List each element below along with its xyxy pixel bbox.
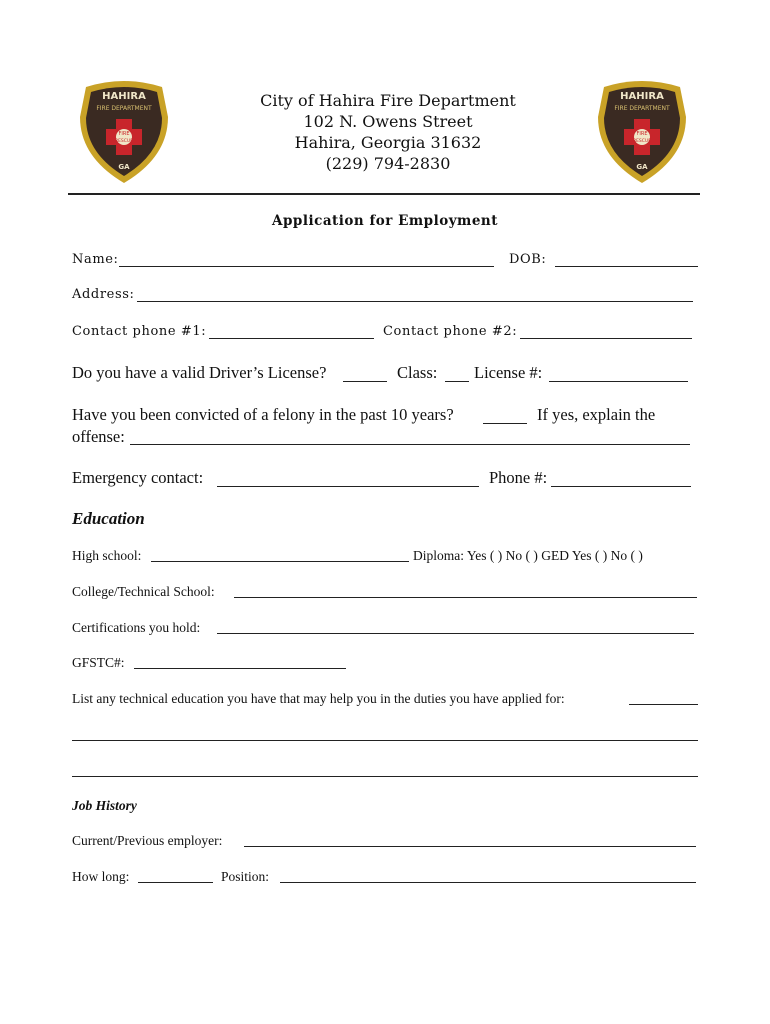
college-field[interactable] — [234, 597, 697, 598]
svg-text:RESCUE: RESCUE — [114, 139, 134, 144]
address-field[interactable] — [137, 301, 693, 302]
dob-label: DOB: — [509, 252, 547, 267]
license-number-field[interactable] — [549, 381, 688, 382]
svg-text:FIRE DEPARTMENT: FIRE DEPARTMENT — [614, 105, 670, 112]
gfstc-label: GFSTC#: — [72, 655, 125, 670]
org-city-state: Hahira, Georgia 31632 — [294, 133, 482, 152]
phone2-field[interactable] — [520, 338, 692, 339]
header-divider — [68, 193, 700, 195]
position-label: Position: — [221, 869, 270, 884]
svg-text:FIRE DEPARTMENT: FIRE DEPARTMENT — [96, 105, 152, 112]
high-school-field[interactable] — [151, 561, 409, 562]
how-long-field[interactable] — [138, 882, 213, 883]
svg-text:RESCUE: RESCUE — [632, 139, 652, 144]
employer-field[interactable] — [244, 846, 696, 847]
technical-education-prompt: List any technical education you have that may help you in the duties you have applied for: — [72, 691, 565, 706]
felony-answer-field[interactable] — [483, 423, 527, 424]
technical-education-line-3[interactable] — [72, 776, 698, 777]
emergency-phone-label: Phone #: — [489, 468, 548, 487]
form-title: Application for Employment — [271, 213, 498, 229]
license-number-label: License #: — [474, 363, 543, 382]
svg-text:GA: GA — [118, 163, 130, 171]
felony-explain-label: If yes, explain the — [537, 405, 656, 424]
name-field[interactable] — [119, 266, 494, 267]
org-phone: (229) 794-2830 — [325, 154, 451, 173]
phone1-field[interactable] — [209, 338, 374, 339]
certifications-field[interactable] — [217, 633, 694, 634]
svg-text:FIRE: FIRE — [636, 131, 648, 137]
dob-field[interactable] — [555, 266, 698, 267]
high-school-label: High school: — [72, 548, 142, 563]
svg-text:FIRE: FIRE — [118, 131, 130, 137]
address-label: Address: — [72, 287, 135, 302]
class-label: Class: — [397, 363, 438, 382]
certifications-label: Certifications you hold: — [72, 620, 201, 635]
license-question: Do you have a valid Driver’s License? — [72, 363, 327, 382]
svg-text:GA: GA — [636, 163, 648, 171]
gfstc-field[interactable] — [134, 668, 346, 669]
license-answer-field[interactable] — [343, 381, 387, 382]
svg-text:HAHIRA: HAHIRA — [102, 91, 146, 102]
emergency-contact-field[interactable] — [217, 486, 479, 487]
diploma-options[interactable]: Diploma: Yes ( ) No ( ) GED Yes ( ) No ( ) — [413, 548, 643, 563]
offense-field[interactable] — [130, 444, 690, 445]
technical-education-line-2[interactable] — [72, 740, 698, 741]
education-heading: Education — [72, 509, 145, 528]
svg-text:HAHIRA: HAHIRA — [620, 91, 664, 102]
fire-department-badge-right — [594, 77, 690, 187]
college-label: College/Technical School: — [72, 584, 215, 599]
felony-question: Have you been convicted of a felony in the past 10 years? — [72, 405, 454, 424]
emergency-phone-field[interactable] — [551, 486, 691, 487]
position-field[interactable] — [280, 882, 696, 883]
how-long-label: How long: — [72, 869, 130, 884]
offense-label: offense: — [72, 427, 125, 446]
technical-education-field[interactable] — [629, 704, 698, 705]
emergency-contact-label: Emergency contact: — [72, 468, 204, 487]
employer-label: Current/Previous employer: — [72, 833, 223, 848]
phone1-label: Contact phone #1: — [72, 324, 207, 339]
phone2-label: Contact phone #2: — [383, 324, 518, 339]
class-field[interactable] — [445, 381, 469, 382]
letterhead — [200, 90, 576, 174]
job-history-heading: Job History — [72, 798, 137, 813]
org-street: 102 N. Owens Street — [303, 112, 473, 131]
org-name: City of Hahira Fire Department — [260, 91, 516, 110]
name-label: Name: — [72, 252, 119, 267]
fire-department-badge-left — [76, 77, 172, 187]
